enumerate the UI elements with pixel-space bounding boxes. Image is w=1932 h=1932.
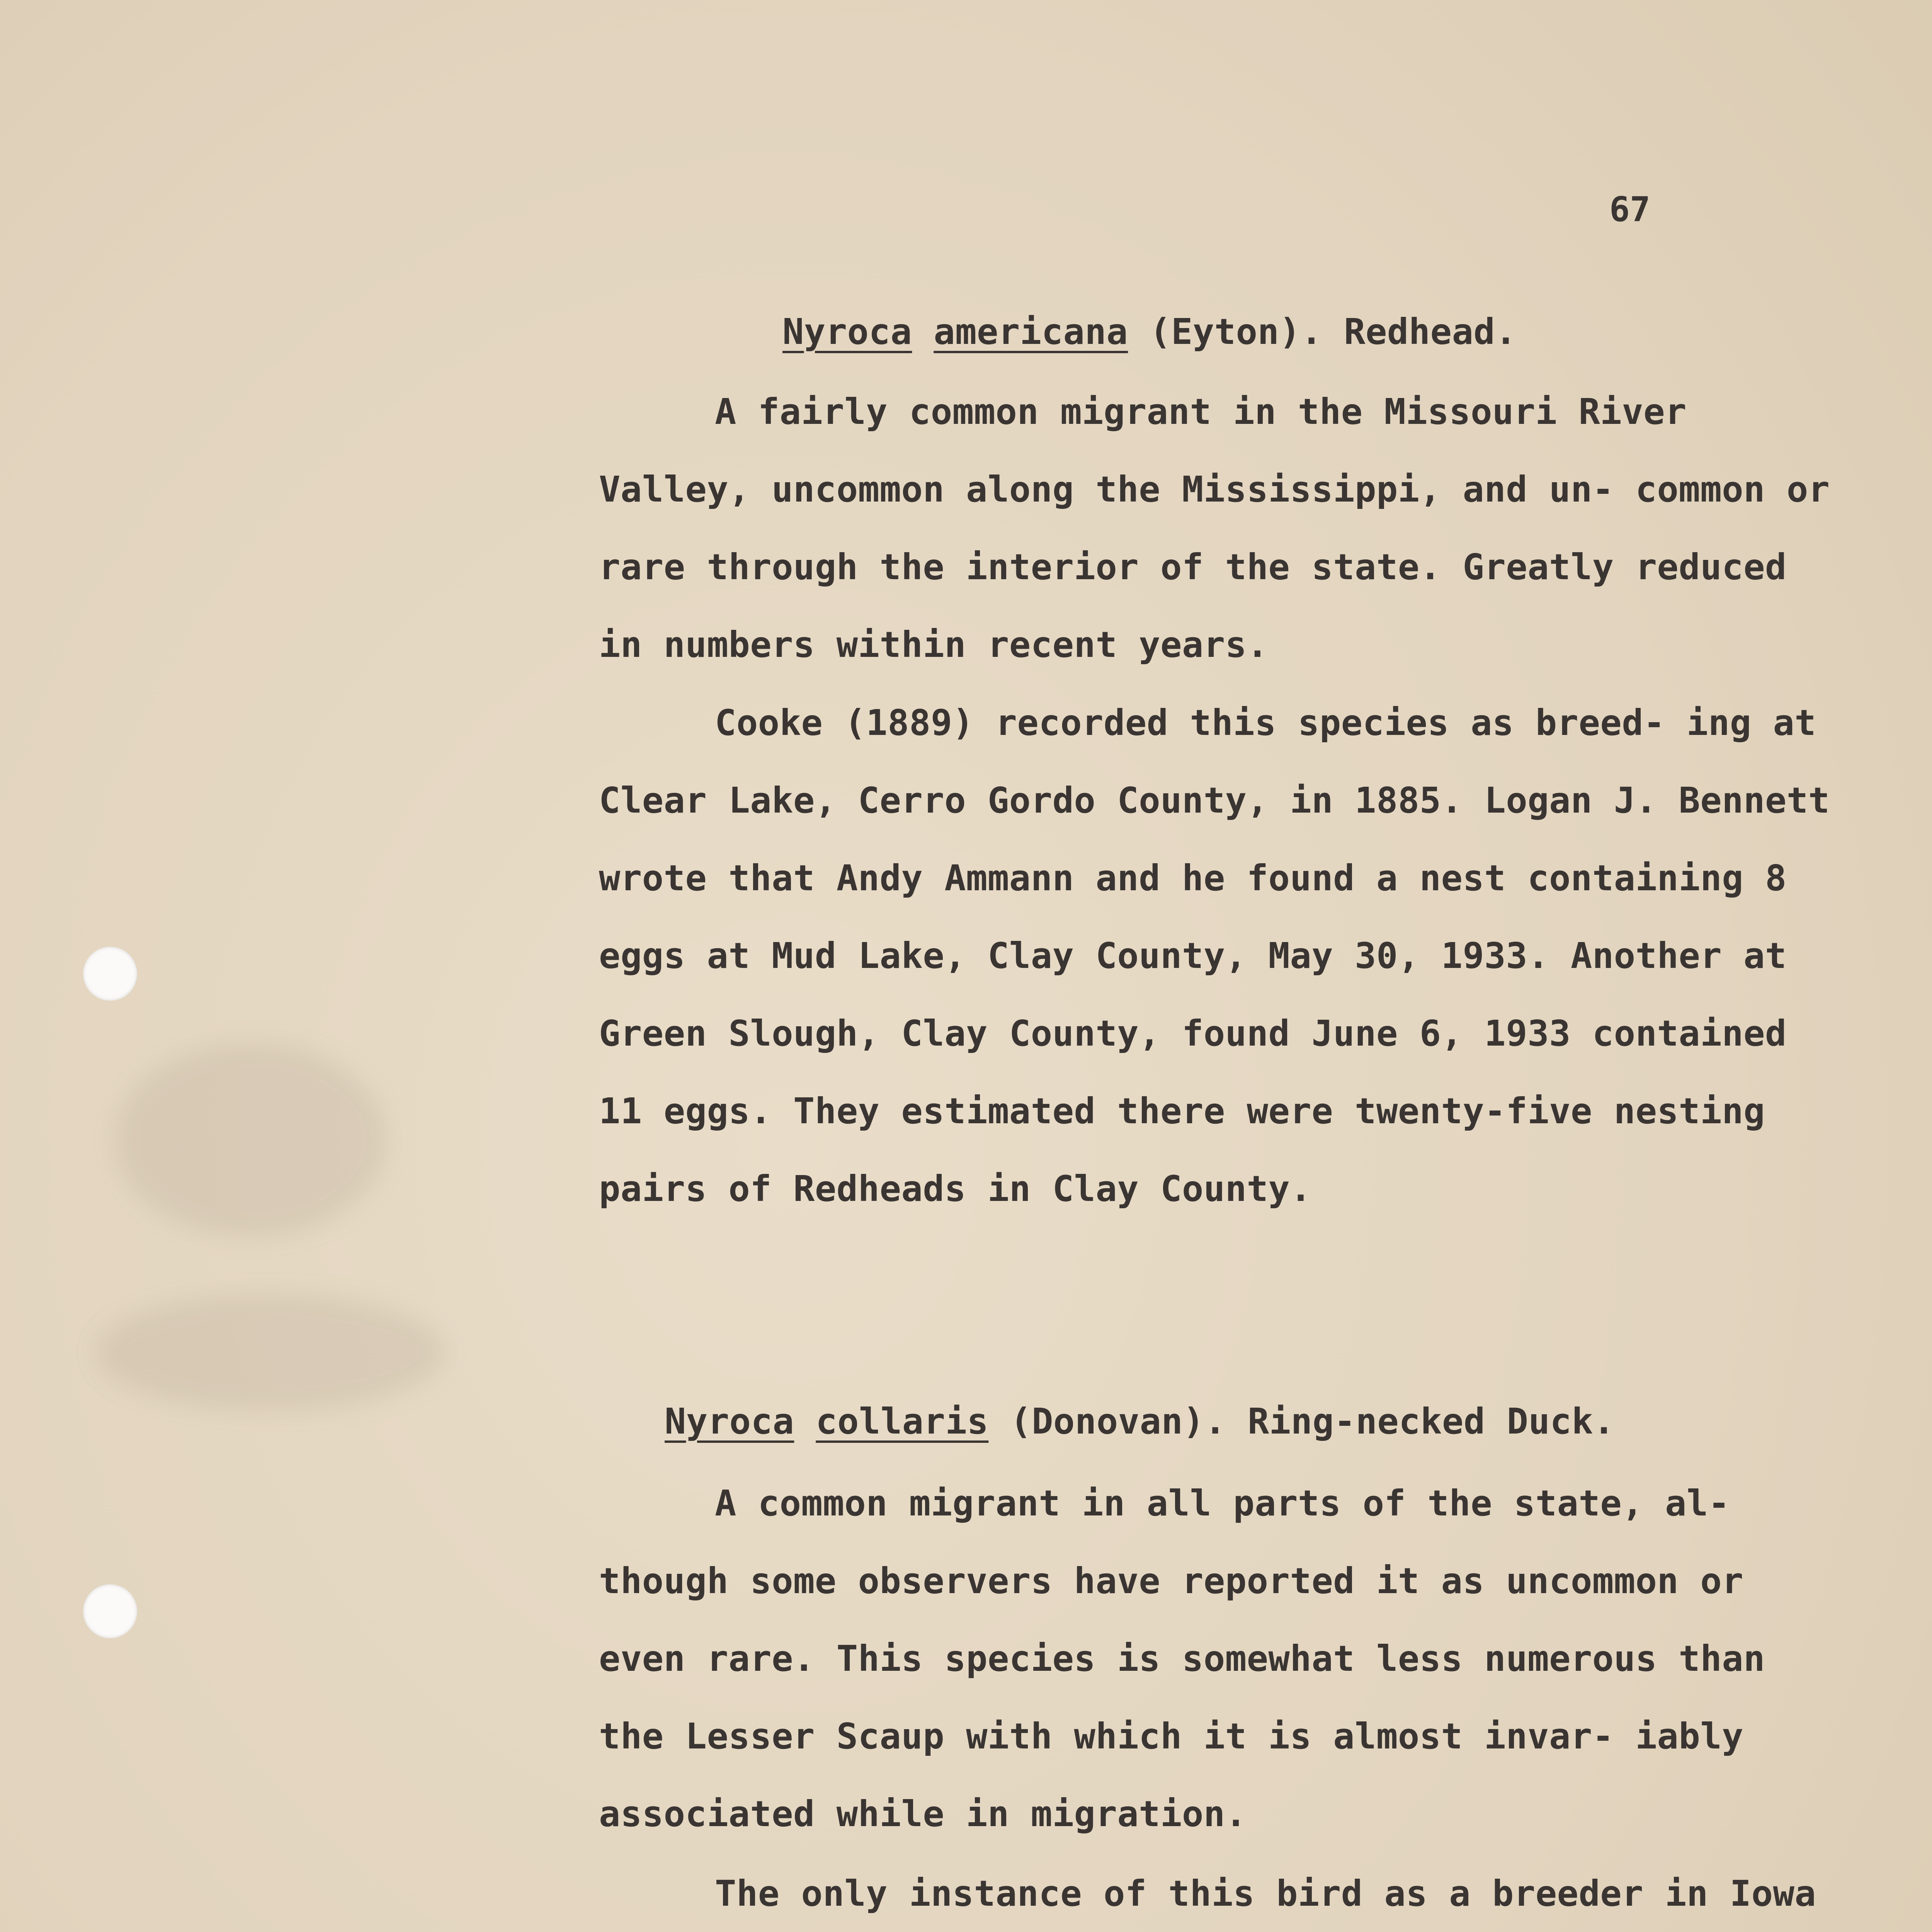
- species-heading-ring-necked-duck: [665, 1401, 1615, 1442]
- authority: (Donovan).: [1010, 1401, 1226, 1442]
- common-name: Redhead.: [1344, 311, 1517, 352]
- authority: (Eyton).: [1150, 311, 1323, 352]
- page-number: 67: [1609, 189, 1650, 229]
- species-heading-redhead: [782, 311, 1517, 352]
- punch-hole: [83, 947, 137, 1001]
- paragraph: The only instance of this bird as a breeder in Iowa: [715, 1873, 1816, 1914]
- genus-name: Nyroca: [665, 1401, 794, 1442]
- genus-name: Nyroca: [782, 311, 912, 352]
- stain: [116, 1043, 386, 1236]
- punch-hole: [83, 1584, 137, 1638]
- species-name: americana: [934, 311, 1128, 352]
- species-name: collaris: [816, 1401, 989, 1442]
- common-name: Ring-necked Duck.: [1248, 1401, 1615, 1442]
- paragraph: A common migrant in all parts of the state, al- though some observers have reported it as uncommon or even rare. This species is somewhat less numerous than the Lesser Scaup with which it is almost invar- iably associated while in migration.: [599, 1483, 1765, 1835]
- paragraph: A fairly common migrant in the Missouri River Valley, uncommon along the Mississippi, and un- common or rare through the interior of the state. Greatly reduced in numbers within recent years.: [599, 391, 1830, 665]
- stain: [97, 1294, 444, 1410]
- paragraph: Cooke (1889) recorded this species as breed- ing at Clear Lake, Cerro Gordo County, in 1885. Logan J. Bennett wrote that Andy Ammann and he found a nest containing 8 eggs at Mud Lake, Clay County, May 30, 1933. Another at Green Slough, Clay County, found June 6, 1933 contained 11 eggs. They estimated there were twenty-five nesting pairs of Redheads in Clay County.: [599, 702, 1830, 1209]
